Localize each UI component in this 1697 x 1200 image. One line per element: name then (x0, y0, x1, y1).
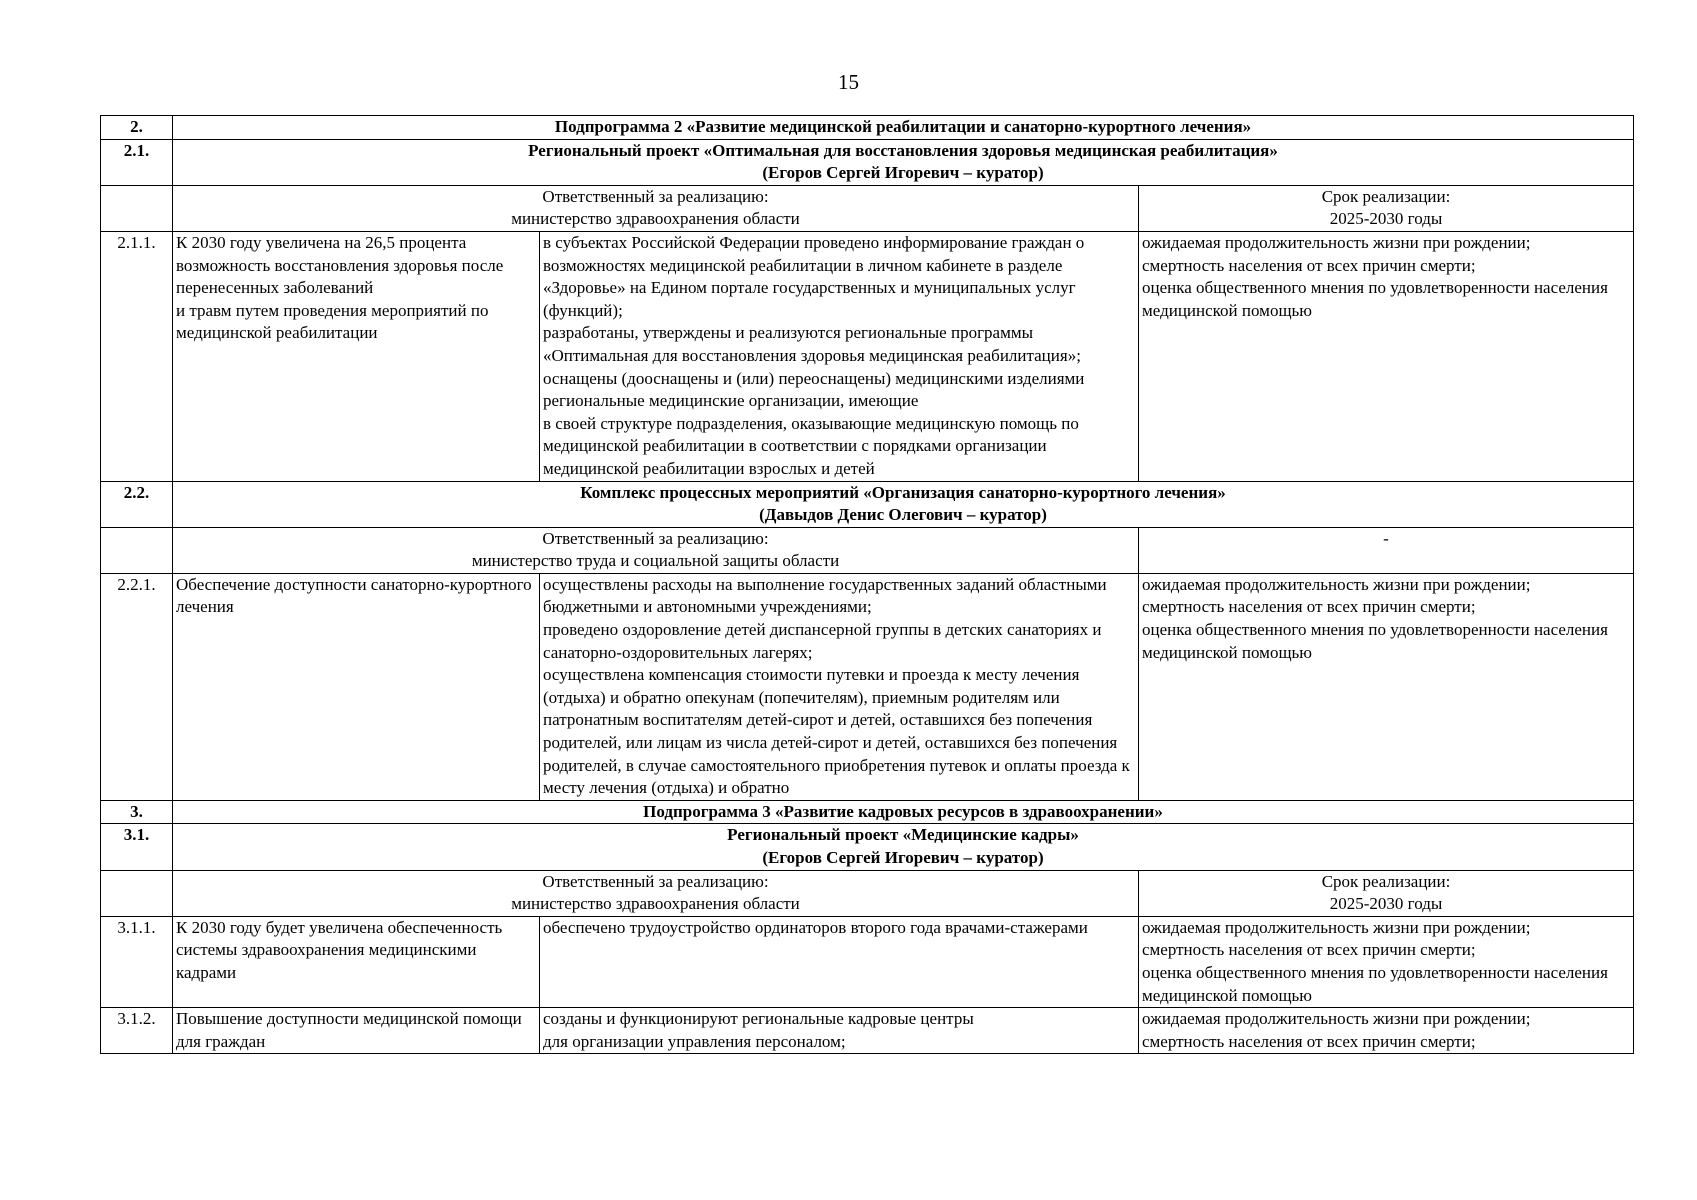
term-cell: Срок реализации: 2025-2030 годы (1139, 185, 1634, 231)
page-number: 15 (838, 70, 859, 94)
responsible-cell: Ответственный за реализацию: министерство здравоохранения области (173, 870, 1139, 916)
responsible-cell: Ответственный за реализацию: министерство труда и социальной защиты области (173, 527, 1139, 573)
indicators-cell: ожидаемая продолжительность жизни при рождении; смертность населения от всех причин смерти; (1139, 1008, 1634, 1054)
indicators-cell: ожидаемая продолжительность жизни при рождении; смертность населения от всех причин смерти; оценка общественного мнения по удовлетворенности населения медицинской помощью (1139, 573, 1634, 800)
section-number: 2. (101, 116, 173, 140)
empty-cell (101, 870, 173, 916)
table-row-3-1-2 (101, 1008, 1634, 1054)
responsible-row (101, 870, 1634, 916)
section-title: Региональный проект «Медицинские кадры» (Егоров Сергей Игоревич – куратор) (173, 824, 1634, 870)
indicators-cell: ожидаемая продолжительность жизни при рождении; смертность населения от всех причин смерти; оценка общественного мнения по удовлетворенности населения медицинской помощью (1139, 916, 1634, 1007)
term-cell: Срок реализации: 2025-2030 годы (1139, 870, 1634, 916)
row-number: 2.1.1. (101, 231, 173, 481)
empty-cell (101, 527, 173, 573)
responsible-row (101, 185, 1634, 231)
row-number: 3.1.2. (101, 1008, 173, 1054)
program-table (100, 115, 1634, 1054)
section-row-3-1 (101, 824, 1634, 870)
term-cell: - (1139, 527, 1634, 573)
section-row-3 (101, 800, 1634, 824)
table-row-2-1-1 (101, 231, 1634, 481)
effects-cell: созданы и функционируют региональные кадровые центры для организации управления персоналом; (540, 1008, 1139, 1054)
section-row-2-2 (101, 481, 1634, 527)
task-cell: К 2030 году будет увеличена обеспеченность системы здравоохранения медицинскими кадрами (173, 916, 540, 1007)
table-row-2-2-1 (101, 573, 1634, 800)
section-number: 2.2. (101, 481, 173, 527)
table-row-3-1-1 (101, 916, 1634, 1007)
row-number: 2.2.1. (101, 573, 173, 800)
empty-cell (101, 185, 173, 231)
row-number: 3.1.1. (101, 916, 173, 1007)
section-title: Комплекс процессных мероприятий «Организация санаторно-курортного лечения» (Давыдов Денис Олегович – куратор) (173, 481, 1634, 527)
section-title: Подпрограмма 3 «Развитие кадровых ресурсов в здравоохранении» (173, 800, 1634, 824)
task-cell: К 2030 году увеличена на 26,5 процента возможность восстановления здоровья после перенесенных заболеваний и травм путем проведения мероприятий по медицинской реабилитации (173, 231, 540, 481)
section-row-2-1 (101, 139, 1634, 185)
section-title: Региональный проект «Оптимальная для восстановления здоровья медицинская реабилитация» (Егоров Сергей Игоревич – куратор) (173, 139, 1634, 185)
section-number: 2.1. (101, 139, 173, 185)
section-number: 3. (101, 800, 173, 824)
responsible-cell: Ответственный за реализацию: министерство здравоохранения области (173, 185, 1139, 231)
effects-cell: в субъектах Российской Федерации проведено информирование граждан о возможностях медицинской реабилитации в личном кабинете в разделе «Здоровье» на Едином портале государственных и муниципальных услуг (функций); разработаны, утверждены и реализуются региональные программы «Оптимальная для восстановления здоровья медицинская реабилитация»; оснащены (дооснащены и (или) переоснащены) медицинскими изделиями региональные медицинские организации, имеющие в своей структуре подразделения, оказывающие медицинскую помощь по медицинской реабилитации в соответствии с порядками организации медицинской реабилитации взрослых и детей (540, 231, 1139, 481)
section-title: Подпрограмма 2 «Развитие медицинской реабилитации и санаторно-курортного лечения» (173, 116, 1634, 140)
effects-cell: осуществлены расходы на выполнение государственных заданий областными бюджетными и автономными учреждениями; проведено оздоровление детей диспансерной группы в детских санаториях и санаторно-оздоровительных лагерях; осуществлена компенсация стоимости путевки и проезда к месту лечения (отдыха) и обратно опекунам (попечителям), приемным родителям или патронатным воспитателям детей-сирот и детей, оставшихся без попечения родителей, или лицам из числа детей-сирот и детей, оставшихся без попечения родителей, в случае самостоятельного приобретения путевок и оплаты проезда к месту лечения (отдыха) и обратно (540, 573, 1139, 800)
task-cell: Обеспечение доступности санаторно-курортного лечения (173, 573, 540, 800)
effects-cell: обеспечено трудоустройство ординаторов второго года врачами-стажерами (540, 916, 1139, 1007)
responsible-row (101, 527, 1634, 573)
task-cell: Повышение доступности медицинской помощи для граждан (173, 1008, 540, 1054)
section-row-2 (101, 116, 1634, 140)
section-number: 3.1. (101, 824, 173, 870)
indicators-cell: ожидаемая продолжительность жизни при рождении; смертность населения от всех причин смерти; оценка общественного мнения по удовлетворенности населения медицинской помощью (1139, 231, 1634, 481)
